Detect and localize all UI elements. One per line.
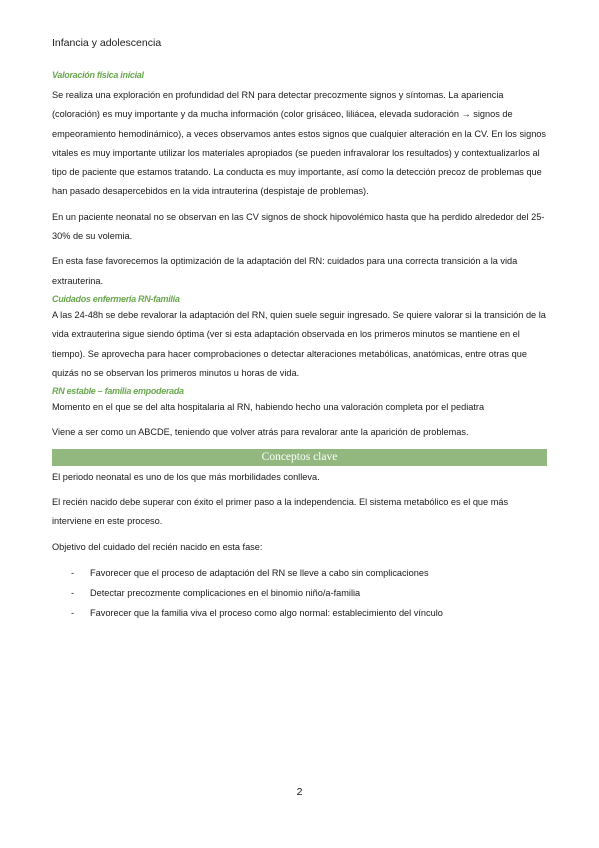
list-item: - Detectar precozmente complicaciones en el binomio niño/a-familia <box>52 583 547 603</box>
paragraph-conceptos-2: El recién nacido debe superar con éxito el primer paso a la independencia. El sistema metabólico es el que más interviene en este proceso. <box>52 497 509 527</box>
heading-estable: RN estable – familia empoderada <box>52 386 184 397</box>
dash-bullet: - <box>71 587 75 598</box>
heading-cuidados: Cuidados enfermería RN-familia <box>52 293 180 304</box>
paragraph-valoracion-1: Se realiza una exploración en profundidad del RN para detectar precozmente signos y síntomas. La apariencia (coloración) es muy importante y da mucha información (color grisáceo, liliácea, elevada sudoración → signos de empeoramiento hemodinámico), a veces observamos antes estos signos que cualquier alteración en la CV. En los signos vitales es muy importante utilizar los materiales apropiados (se pueden infravalorar los resultados) y contextualizarlos al tipo de paciente que estamos tratando. La conducta es muy importante, así como la detección precoz de problemas que han pasado desapercebidos en la vida intrauterina (despistaje de problemas). <box>52 90 547 197</box>
paragraph-cuidados-1: A las 24-48h se debe revalorar la adaptación del RN, quien suele seguir ingresado. Se quiere valorar si la transición de la vida extrauterina sigue siendo óptima (ver si esta adaptación observada en los primeros minutos se mantiene en el tiempo). Se aprovecha para hacer comprobaciones o detectar alteraciones metabólicas, anatómicas, entre otras que quizás no se observan los primeros minutos u horas de vida. <box>52 309 546 378</box>
list-item: - Favorecer que la familia viva el proceso como algo normal: establecimiento del vínculo <box>52 603 547 623</box>
paragraph-valoracion-3: En esta fase favorecemos la optimización de la adaptación del RN: cuidados para una correcta transición a la vida extrauterina. <box>52 256 518 286</box>
paragraph-estable-1: Momento en el que se del alta hospitalaria al RN, habiendo hecho una valoración completa por el pediatra <box>52 402 485 413</box>
running-header: Infancia y adolescencia <box>52 37 162 49</box>
list-item: - Favorecer que el proceso de adaptación del RN se lleve a cabo sin complicaciones <box>52 563 547 583</box>
dash-bullet: - <box>71 567 75 578</box>
paragraph-valoracion-2: En un paciente neonatal no se observan en las CV signos de shock hipovolémico hasta que ha perdido alrededor del 25-30% de su volemia. <box>52 211 545 242</box>
heading-valoracion: Valoración física inicial <box>52 70 144 80</box>
paragraph-conceptos-3: Objetivo del cuidado del recién nacido en esta fase: <box>52 541 263 552</box>
conceptos-clave-banner: Conceptos clave <box>52 449 547 466</box>
dash-bullet: - <box>71 607 75 618</box>
objectives-list <box>52 563 547 623</box>
page-number: 2 <box>296 786 303 798</box>
paragraph-estable-2: Viene a ser como un ABCDE, teniendo que volver atrás para revalorar ante la aparición de problemas. <box>52 427 469 438</box>
page-content <box>52 70 547 623</box>
paragraph-conceptos-1: El periodo neonatal es uno de los que más morbilidades conlleva. <box>52 471 320 482</box>
